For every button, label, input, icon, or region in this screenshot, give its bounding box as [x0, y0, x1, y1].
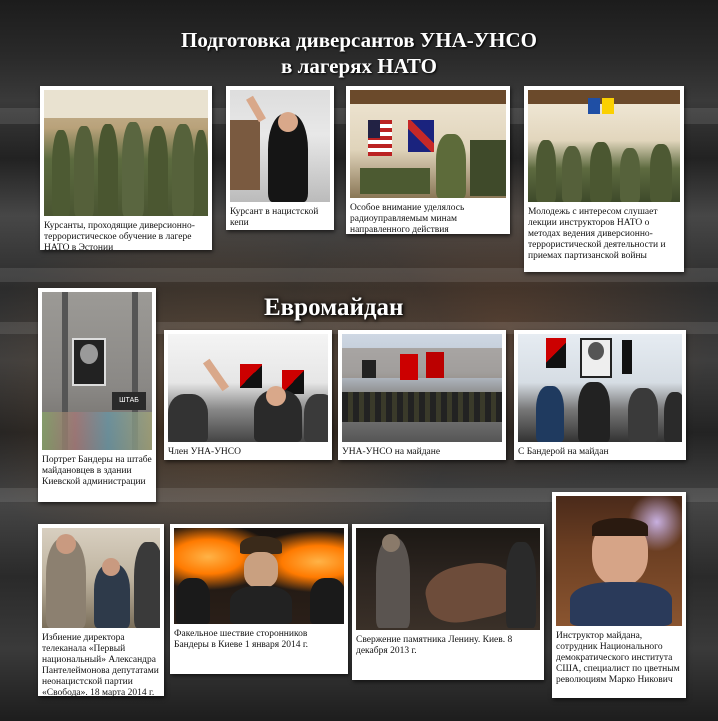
caption-torch-march: Факельное шествие сторонников Бандеры в Киеве 1 января 2014 г. — [174, 629, 309, 650]
photo-card-lenin — [352, 524, 544, 680]
caption-nazi-cap: Курсант в нацистской кепи — [230, 207, 319, 228]
photo-instructor — [556, 496, 682, 626]
caption-beating: Избиение директора телеканала «Первый национальный» Александра Пантелеймонова депутатами неонацистской партии «Свобода». 18 марта 2014 г. — [42, 633, 159, 698]
section-title-euromaidan: Евромайдан — [264, 294, 404, 321]
photo-una-member — [168, 334, 328, 442]
caption-una-maidan: УНА-УНСО на майдане — [342, 447, 441, 457]
photo-with-bandera — [518, 334, 682, 442]
page-title-line2: в лагерях НАТО — [281, 54, 437, 78]
photo-lenin — [356, 528, 540, 630]
photo-card-bandera-portrait — [38, 288, 156, 502]
page-title-line1: Подготовка диверсантов УНА-УНСО — [181, 28, 537, 52]
caption-cadets: Курсанты, проходящие диверсионно-террористическое обучение в лагере НАТО в Эстонии — [44, 221, 195, 253]
photo-nazi-cap — [230, 90, 330, 202]
caption-una-member: Член УНА-УНСО — [168, 447, 241, 457]
photo-mines — [350, 90, 506, 198]
photo-card-una-maidan — [338, 330, 506, 460]
photo-bandera-portrait — [42, 292, 152, 450]
photo-card-with-bandera — [514, 330, 686, 460]
photo-una-maidan — [342, 334, 502, 442]
caption-lecture: Молодежь с интересом слушает лекции инструкторов НАТО о методах ведения диверсионно-террористической деятельности и приемах партизанской войны — [528, 207, 666, 261]
caption-bandera-portrait: Портрет Бандеры на штабе майдановцев в здании Киевской администрации — [42, 455, 152, 487]
caption-lenin: Свержение памятника Ленину. Киев. 8 декабря 2013 г. — [356, 635, 513, 656]
photo-card-mines — [346, 86, 510, 234]
photo-card-instructor — [552, 492, 686, 698]
caption-mines: Особое внимание уделялось радиоуправляемым минам направленного действия — [350, 203, 465, 235]
sign-shtab: ШТАБ — [112, 392, 146, 410]
photo-cadets — [44, 90, 208, 216]
photo-card-beating — [38, 524, 164, 696]
photo-card-torch-march — [170, 524, 348, 674]
photo-torch-march — [174, 528, 344, 624]
photo-lecture — [528, 90, 680, 202]
caption-instructor: Инструктор майдана, сотрудник Национального демократического института США, специалист по цветным революциям Марко Никович — [556, 631, 680, 685]
caption-with-bandera: С Бандерой на майдан — [518, 447, 609, 457]
photo-card-lecture — [524, 86, 684, 272]
photo-card-cadets — [40, 86, 212, 253]
photo-card-una-member — [164, 330, 332, 460]
photo-card-nazi-cap — [226, 86, 334, 230]
photo-beating — [42, 528, 160, 628]
